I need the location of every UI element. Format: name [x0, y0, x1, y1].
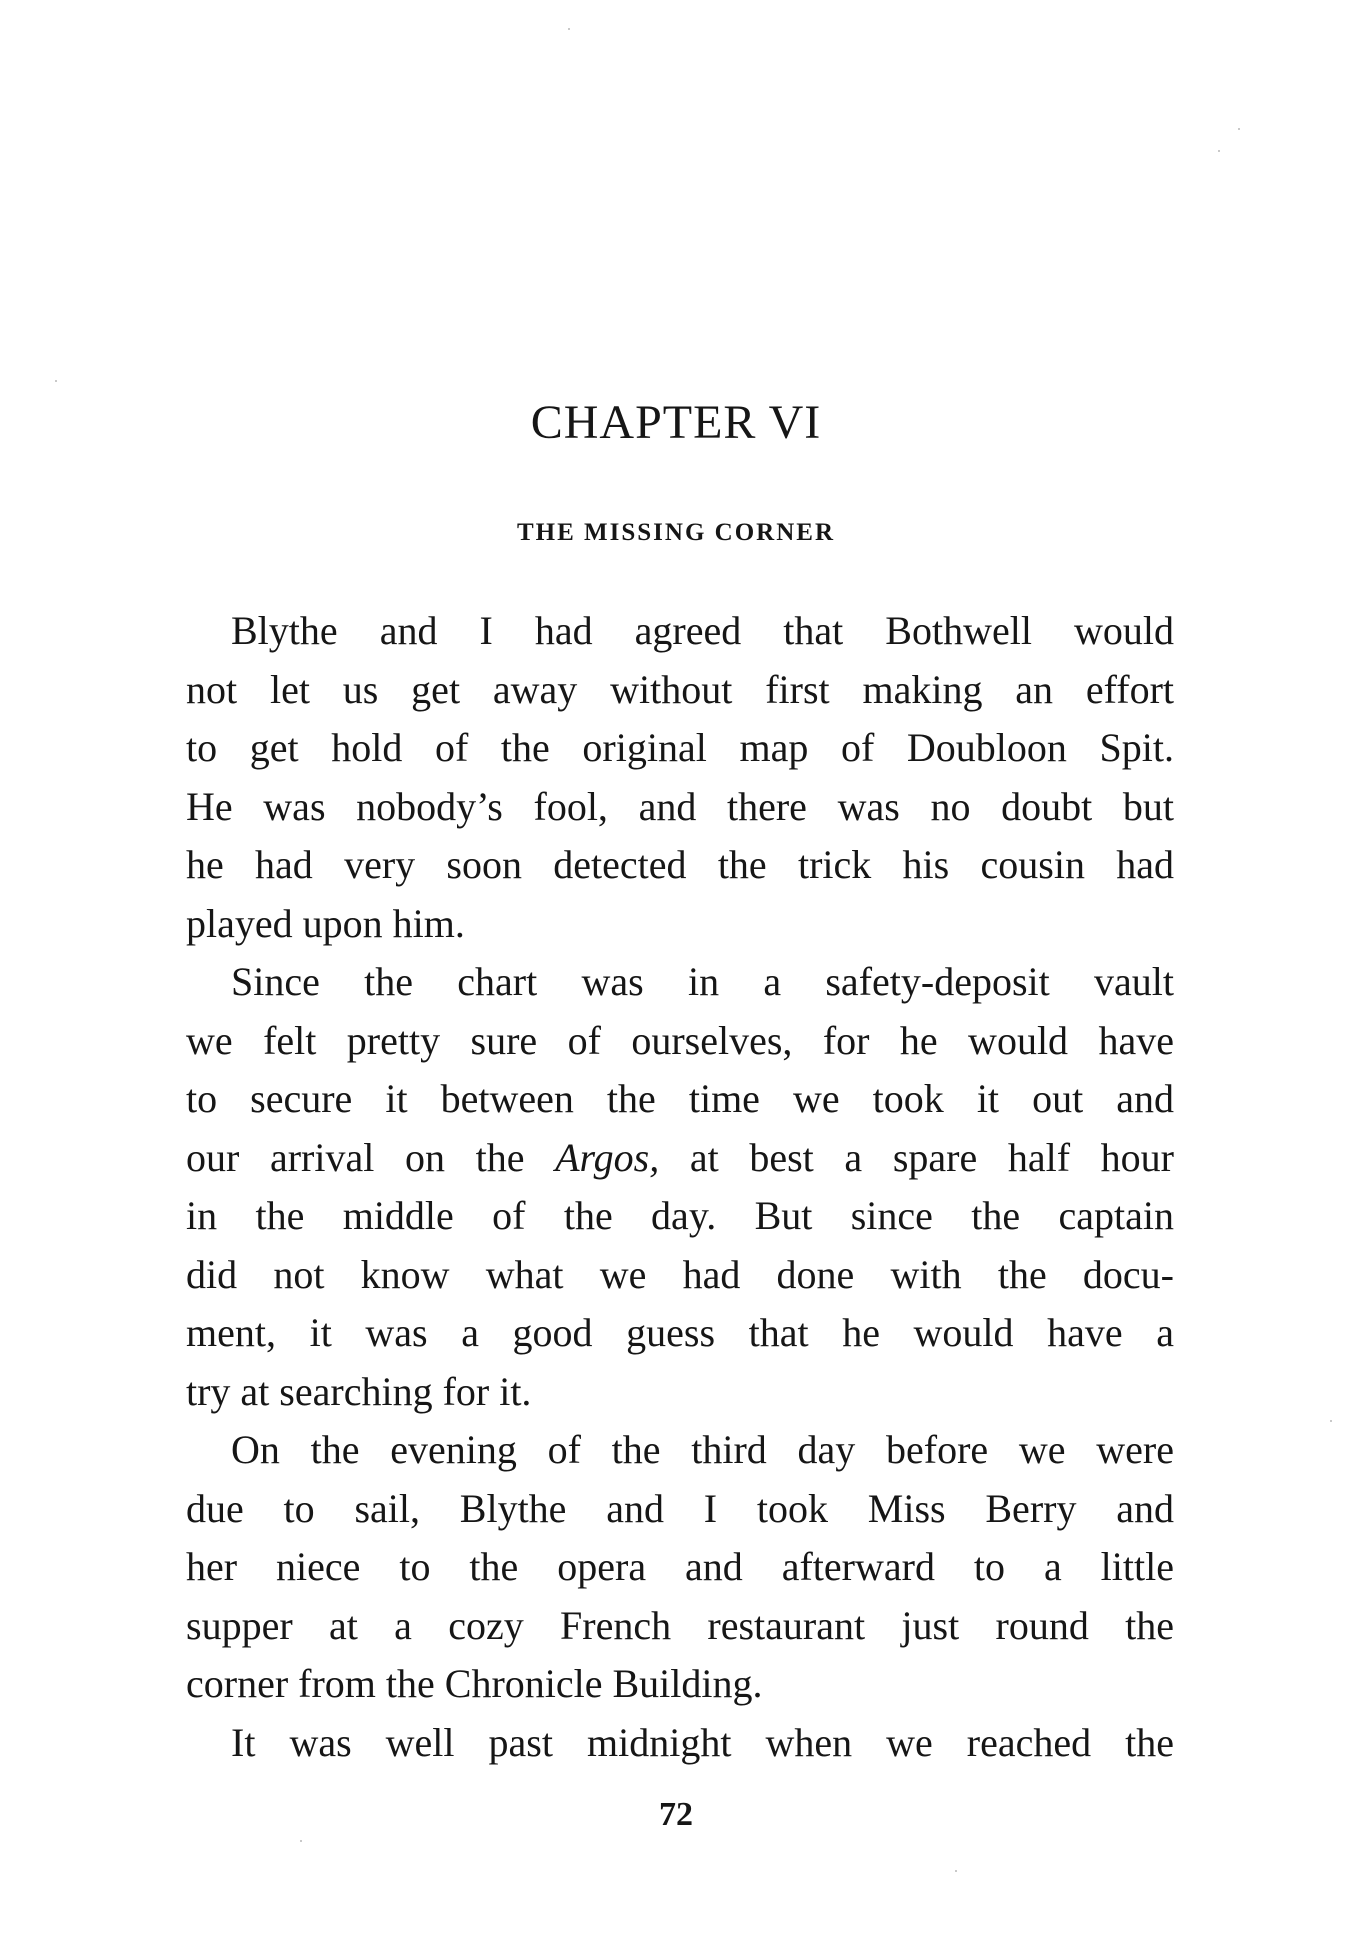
text-line: did not know what we had done with the docu- [186, 1251, 1174, 1297]
text-segment: at best a spare half hour [689, 1134, 1174, 1180]
text-line: On the evening of the third day before we were [231, 1427, 1174, 1472]
text-line: ment, it was a good guess that he would have a [186, 1310, 1174, 1355]
text-line: he had very soon detected the trick his cousin had [186, 842, 1174, 887]
scan-speck [568, 28, 570, 30]
scan-speck [955, 1870, 957, 1872]
body-text [186, 602, 1174, 1772]
text-line: in the middle of the day. But since the captain [186, 1193, 1174, 1238]
page-number: 72 [659, 1796, 693, 1833]
scan-speck [55, 380, 57, 382]
text-line: supper at a cozy French restaurant just round the [186, 1602, 1174, 1648]
text-line: her niece to the opera and afterward to a little [186, 1544, 1174, 1589]
chapter-title: THE MISSING CORNER [517, 519, 835, 546]
text-line: to secure it between the time we took it out and [186, 1076, 1174, 1121]
text-line: not let us get away without first making an effort [186, 666, 1174, 712]
text-line: corner from the Chronicle Building. [186, 1661, 763, 1706]
scan-speck [300, 1840, 302, 1842]
text-segment: our arrival on the [186, 1134, 525, 1180]
scan-speck [1238, 128, 1240, 130]
text-line: It was well past midnight when we reached the [231, 1719, 1174, 1765]
text-line: to get hold of the original map of Doubloon Spit. [186, 725, 1174, 770]
text-line: try at searching for it. [186, 1368, 532, 1414]
scan-speck [1330, 1420, 1332, 1422]
text-line: He was nobody’s fool, and there was no doubt but [186, 783, 1174, 829]
text-line: played upon him. [186, 900, 465, 946]
text-line: Blythe and I had agreed that Bothwell would [231, 608, 1174, 653]
ship-name-italic: Argos, [555, 1134, 660, 1180]
text-line-with-italic [186, 1129, 1174, 1188]
scan-speck [1218, 150, 1220, 152]
text-line: we felt pretty sure of ourselves, for he would have [186, 1017, 1174, 1063]
chapter-heading: CHAPTER VI [530, 396, 822, 449]
text-line: due to sail, Blythe and I took Miss Berry and [186, 1485, 1174, 1531]
text-line: Since the chart was in a safety-deposit vault [231, 959, 1174, 1004]
